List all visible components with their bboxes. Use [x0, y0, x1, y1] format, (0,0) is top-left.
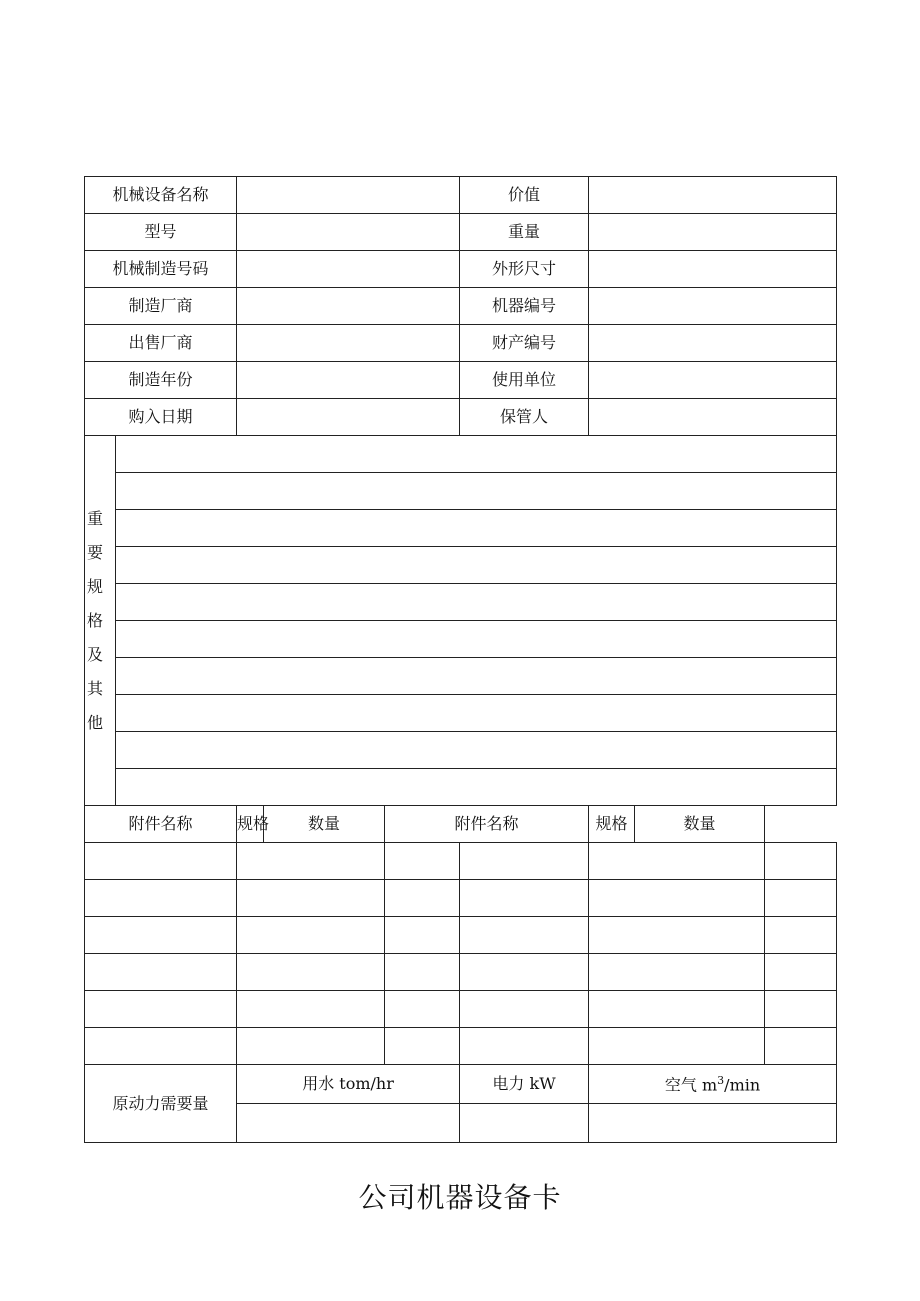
info-label-left: 购入日期 — [85, 399, 237, 436]
accessory-name-cell[interactable] — [85, 843, 237, 880]
info-value-left[interactable] — [237, 325, 460, 362]
accessory-qty-cell[interactable] — [765, 880, 837, 917]
info-row — [85, 399, 837, 436]
specs-label-char: 重 — [87, 508, 104, 528]
info-label-right: 外形尺寸 — [460, 251, 589, 288]
spec-row — [85, 732, 837, 769]
specs-label-char: 他 — [87, 712, 104, 732]
info-value-right[interactable] — [589, 325, 837, 362]
accessory-spec-cell[interactable] — [589, 843, 765, 880]
air-value[interactable] — [589, 1104, 837, 1143]
accessory-qty-cell[interactable] — [385, 880, 460, 917]
specs-label-char: 及 — [87, 644, 104, 664]
accessory-spec-header: 规格 — [237, 806, 264, 843]
info-row — [85, 362, 837, 399]
spec-line-field[interactable] — [116, 510, 837, 547]
info-row — [85, 251, 837, 288]
specs-label-char: 格 — [87, 610, 104, 630]
accessory-row — [85, 1028, 837, 1065]
spec-line-field[interactable] — [116, 732, 837, 769]
info-label-left: 型号 — [85, 214, 237, 251]
info-value-left[interactable] — [237, 362, 460, 399]
accessory-qty-cell[interactable] — [385, 954, 460, 991]
info-label-right: 价值 — [460, 177, 589, 214]
accessory-name-cell[interactable] — [460, 880, 589, 917]
accessory-name-cell[interactable] — [460, 954, 589, 991]
water-value[interactable] — [237, 1104, 460, 1143]
info-label-left: 出售厂商 — [85, 325, 237, 362]
spec-row — [85, 769, 837, 806]
spec-row — [85, 695, 837, 732]
accessory-qty-cell[interactable] — [385, 917, 460, 954]
info-label-left: 机械制造号码 — [85, 251, 237, 288]
info-value-left[interactable] — [237, 399, 460, 436]
accessory-row — [85, 880, 837, 917]
spec-line-field[interactable] — [116, 473, 837, 510]
accessory-name-cell[interactable] — [460, 843, 589, 880]
info-value-right[interactable] — [589, 288, 837, 325]
info-row — [85, 325, 837, 362]
spec-row — [85, 547, 837, 584]
info-row — [85, 177, 837, 214]
accessory-qty-cell[interactable] — [765, 843, 837, 880]
water-header: 用水 tom/hr — [237, 1065, 460, 1104]
accessory-name-cell[interactable] — [85, 917, 237, 954]
accessory-qty-cell[interactable] — [385, 1028, 460, 1065]
air-superscript: 3 — [717, 1073, 725, 1087]
spec-line-field[interactable] — [116, 436, 837, 473]
accessory-spec-cell[interactable] — [237, 1028, 385, 1065]
info-row — [85, 288, 837, 325]
info-value-left[interactable] — [237, 288, 460, 325]
accessory-qty-cell[interactable] — [765, 917, 837, 954]
specs-vertical-label — [85, 436, 116, 806]
accessory-spec-cell[interactable] — [589, 991, 765, 1028]
spec-line-field[interactable] — [116, 769, 837, 806]
info-row — [85, 214, 837, 251]
accessory-row — [85, 991, 837, 1028]
spec-line-field[interactable] — [116, 547, 837, 584]
accessory-name-cell[interactable] — [85, 1028, 237, 1065]
accessory-qty-header: 数量 — [635, 806, 765, 843]
spec-line-field[interactable] — [116, 658, 837, 695]
electric-value[interactable] — [460, 1104, 589, 1143]
spec-line-field[interactable] — [116, 584, 837, 621]
info-value-right[interactable] — [589, 214, 837, 251]
specs-label-char: 要 — [87, 542, 104, 562]
info-label-right: 机器编号 — [460, 288, 589, 325]
accessory-name-header: 附件名称 — [385, 806, 589, 843]
accessory-name-cell[interactable] — [460, 1028, 589, 1065]
power-label: 原动力需要量 — [85, 1065, 237, 1143]
accessory-name-cell[interactable] — [85, 954, 237, 991]
air-header — [589, 1065, 837, 1104]
info-value-left[interactable] — [237, 214, 460, 251]
accessory-qty-cell[interactable] — [385, 991, 460, 1028]
accessory-qty-cell[interactable] — [765, 1028, 837, 1065]
equipment-card-table — [84, 176, 837, 1143]
accessory-row — [85, 843, 837, 880]
accessory-spec-header: 规格 — [589, 806, 635, 843]
accessory-header-row — [85, 806, 837, 843]
accessory-name-cell[interactable] — [85, 991, 237, 1028]
accessory-spec-cell[interactable] — [237, 917, 385, 954]
accessory-row — [85, 917, 837, 954]
spec-row — [85, 473, 837, 510]
accessory-spec-cell[interactable] — [237, 954, 385, 991]
accessory-spec-cell[interactable] — [589, 917, 765, 954]
accessory-spec-cell[interactable] — [237, 991, 385, 1028]
info-label-left: 机械设备名称 — [85, 177, 237, 214]
accessory-name-cell[interactable] — [460, 991, 589, 1028]
info-label-right: 使用单位 — [460, 362, 589, 399]
spec-row — [85, 436, 837, 473]
info-value-right[interactable] — [589, 362, 837, 399]
info-value-right[interactable] — [589, 177, 837, 214]
accessory-spec-cell[interactable] — [589, 880, 765, 917]
info-label-left: 制造厂商 — [85, 288, 237, 325]
info-value-left[interactable] — [237, 251, 460, 288]
power-row — [85, 1065, 837, 1104]
electric-header: 电力 kW — [460, 1065, 589, 1104]
accessory-spec-cell[interactable] — [589, 954, 765, 991]
accessory-spec-cell[interactable] — [237, 843, 385, 880]
info-value-right[interactable] — [589, 251, 837, 288]
spec-row — [85, 510, 837, 547]
air-prefix: 空气 m — [664, 1075, 718, 1095]
info-value-right[interactable] — [589, 399, 837, 436]
info-label-right: 保管人 — [460, 399, 589, 436]
accessory-qty-cell[interactable] — [385, 843, 460, 880]
accessory-name-cell[interactable] — [85, 880, 237, 917]
spec-row — [85, 584, 837, 621]
info-label-right: 财产编号 — [460, 325, 589, 362]
air-suffix: /min — [724, 1075, 761, 1095]
info-label-left: 制造年份 — [85, 362, 237, 399]
accessory-qty-header: 数量 — [264, 806, 385, 843]
spec-row — [85, 621, 837, 658]
accessory-name-cell[interactable] — [460, 917, 589, 954]
specs-label-char: 规 — [87, 576, 104, 596]
accessory-spec-cell[interactable] — [589, 1028, 765, 1065]
accessory-qty-cell[interactable] — [765, 954, 837, 991]
accessory-qty-cell[interactable] — [765, 991, 837, 1028]
accessory-spec-cell[interactable] — [237, 880, 385, 917]
accessory-name-header: 附件名称 — [85, 806, 237, 843]
spec-line-field[interactable] — [116, 695, 837, 732]
specs-label-char: 其 — [87, 678, 104, 698]
info-label-right: 重量 — [460, 214, 589, 251]
spec-row — [85, 658, 837, 695]
info-value-left[interactable] — [237, 177, 460, 214]
card-caption: 公司机器设备卡 — [358, 1181, 562, 1214]
accessory-row — [85, 954, 837, 991]
spec-line-field[interactable] — [116, 621, 837, 658]
